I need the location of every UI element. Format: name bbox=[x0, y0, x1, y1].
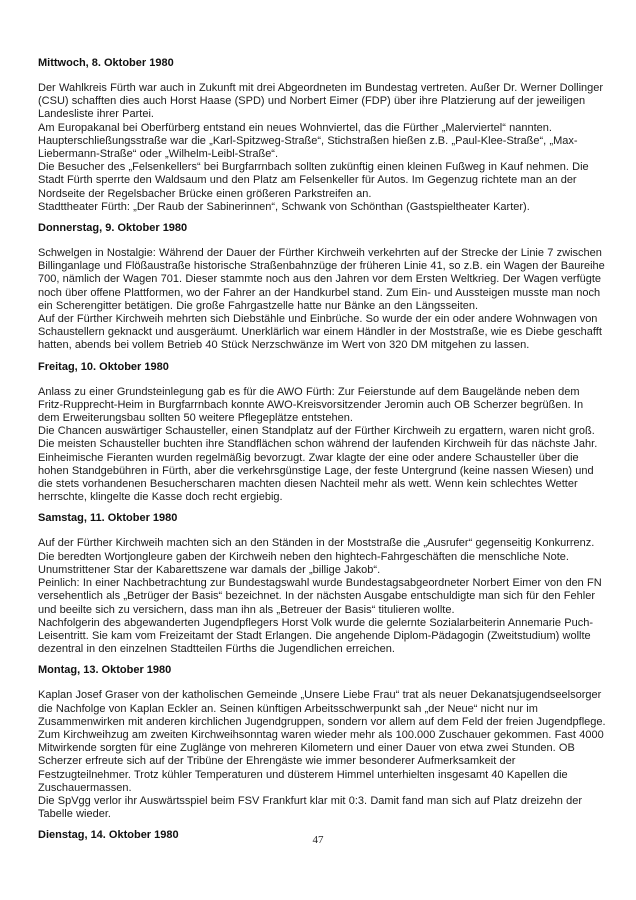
paragraph: Peinlich: In einer Nachbetrachtung zur Bundestagswahl wurde Bundestagsabgeordneter Norbert Eimer von den FN versehentlich als „Betrüger der Basis“ bezeichnet. In der nächsten Ausgabe entschuldigte man sich für den Fehler und beeilte sich zu versichern, dass man ihn als „Betreuer der Basis“ titulieren wollte. bbox=[38, 577, 602, 616]
page-number: 47 bbox=[312, 834, 324, 846]
section-heading: Dienstag, 14. Oktober 1980 bbox=[38, 829, 179, 842]
paragraph: Stadttheater Fürth: „Der Raub der Sabinerinnen“, Schwank von Schönthan (Gastspieltheater Karter). bbox=[38, 200, 530, 213]
paragraph: Nachfolgerin des abgewanderten Jugendpflegers Horst Volk wurde die gelernte Sozialarbeiterin Annemarie Puch-Leisentritt. Sie kam vom Freizeitamt der Stadt Erlangen. Die angehende Diplom-Pädagogin (Zweitstudium) wollte dezentral in den einzelnen Stadtteilen Fürths die Jugendlichen erreichen. bbox=[38, 616, 593, 656]
paragraph: Anlass zu einer Grundsteinlegung gab es für die AWO Fürth: Zur Feierstunde auf dem Baugelände neben dem Fritz-Rupprecht-Heim in Burgfarrnbach konnte AWO-Kreisvorsitzender Jeromin auch OB Scherzer begrüßen. In dem Erweiterungsbau sollten 50 weitere Pflegeplätze entstehen. bbox=[38, 385, 584, 425]
date-section bbox=[38, 361, 606, 505]
paragraph: Der Wahlkreis Fürth war auch in Zukunft mit drei Abgeordneten im Bundestag vertreten. Außer Dr. Werner Dollinger (CSU) schafften dies auch Horst Haase (SPD) und Norbert Eimer (FDP) über ihre Platzierung auf der jeweiligen Landesliste ihrer Partei. bbox=[38, 82, 604, 121]
paragraph: Am Europakanal bei Oberfürberg entstand ein neues Wohnviertel, das die Fürther „Malerviertel“ nannten. Haupterschließungsstraße war die „Karl-Spitzweg-Straße“, Stichstraßen hießen z.B. „Paul-Klee-Straße“, „Max-Liebermann-Straße“ oder „Wilhelm-Leibl-Straße“. bbox=[38, 121, 578, 161]
paragraph: Die SpVgg verlor ihr Auswärtsspiel beim FSV Frankfurt klar mit 0:3. Damit fand man sich auf Platz dreizehn der Tabelle wieder. bbox=[38, 794, 583, 821]
paragraph: Zum Kirchweihzug am zweiten Kirchweihsonntag waren wieder mehr als 100.000 Zuschauer gekommen. Fast 4000 Mitwirkende sorgten für eine Zuglänge von mehreren Kilometern und einer Dauer von etwa zwei Stunden. OB Scherzer erfreute sich auf der Tribüne der Ehrengäste wie immer besonderer Aufmerksamkeit der Festzugteilnehmer. Trotz kühler Temperaturen und düsterem Himmel unterhielten insgesamt 40 Kapellen die Zuschauermassen. bbox=[38, 728, 604, 794]
date-section bbox=[38, 664, 606, 821]
paragraph: Schwelgen in Nostalgie: Während der Dauer der Fürther Kirchweih verkehrten auf der Strecke der Linie 7 zwischen Billinganlage und Flößaustraße historische Straßenbahnzüge der früheren Linie 41, so z.B. ein Wagen der Baureihe 700, nämlich der Wagen 701. Dieser stammte noch aus den Jahren vor dem Ersten Weltkrieg. Der Wagen verfügte noch über offene Plattformen, wo der Fahrer an der Handkurbel stand. Zum Ein- und Aussteigen musste man noch ein Scherengitter betätigen. Die große Fahrgastzelle hatte nur Bänke an den Längsseiten. bbox=[38, 247, 605, 312]
paragraph: Auf der Fürther Kirchweih machten sich an den Ständen in der Moststraße die „Ausrufer“ gegenseitig Konkurrenz. Die beredten Wortjongleure gaben der Kirchweih neben den hightech-Fahrgeschäften die menschliche Note. Unumstrittener Star der Kabarettszene war damals der „billige Jakob“. bbox=[38, 537, 595, 576]
paragraph: Die Besucher des „Felsenkellers“ bei Burgfarrnbach sollten zukünftig einen kleinen Fußweg in Kauf nehmen. Die Stadt Fürth sperrte den Waldsaum und den Platz am Felsenkeller für Autos. Im Gegenzug richtete man an der Nordseite der Regelsbacher Brücke einen größeren Parkstreifen an. bbox=[38, 161, 589, 200]
section-heading: Donnerstag, 9. Oktober 1980 bbox=[38, 222, 188, 235]
date-section bbox=[38, 222, 606, 353]
paragraph: Auf der Fürther Kirchweih mehrten sich Diebstähle und Einbrüche. So wurde der ein oder andere Wohnwagen von Schaustellern geknackt und ausgeräumt. Unerklärlich war einem Händler in der Moststraße, wie es Diebe geschafft hatten, abends bei vollem Betrieb 40 Stück Nerzschwänze im Wert von 320 DM mitgehen zu lassen. bbox=[38, 313, 602, 352]
date-section bbox=[38, 57, 606, 214]
section-heading: Montag, 13. Oktober 1980 bbox=[38, 664, 172, 677]
section-heading: Samstag, 11. Oktober 1980 bbox=[38, 512, 178, 525]
paragraph: Kaplan Josef Graser von der katholischen Gemeinde „Unsere Liebe Frau“ trat als neuer Dekanatsjugendseelsorger die Nachfolge von Kaplan Eckler an. Seinen künftigen Arbeitsschwerpunkt sah „der Neue“ nicht nur im Zusammenwirken mit anderen kirchlichen Jugendgruppen, sondern vor allem auf dem Feld der freien Jugendpflege. bbox=[38, 689, 606, 728]
date-section bbox=[38, 512, 606, 656]
document-content bbox=[38, 57, 606, 854]
paragraph: Die Chancen auswärtiger Schausteller, einen Standplatz auf der Fürther Kirchweih zu ergattern, waren nicht groß. Die meisten Schausteller buchten ihre Standflächen schon während der laufenden Kirchweih für das nächste Jahr. Einheimische Fieranten wurden regelmäßig bevorzugt. Zwar klagte der eine oder andere Schausteller über die hohen Standgebühren in Fürth, aber die verkehrsgünstige Lage, der feste Untergrund (keine nassen Wiesen) und die stets vorhandenen Besucherscharen machten diesen Nachteil mehr als wett. Wenn kein schlechtes Wetter herrschte, klingelte die Kasse doch recht ergiebig. bbox=[38, 425, 598, 504]
section-heading: Mittwoch, 8. Oktober 1980 bbox=[38, 57, 174, 69]
section-heading: Freitag, 10. Oktober 1980 bbox=[38, 360, 169, 373]
